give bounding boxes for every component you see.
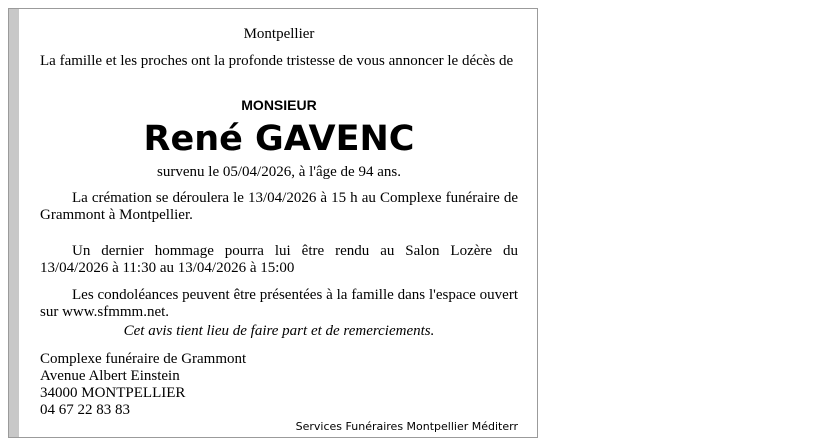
address-line-3: 34000 MONTPELLIER <box>40 385 186 401</box>
civility-label: MONSIEUR <box>241 97 317 113</box>
death-info: survenu le 05/04/2026, à l'âge de 94 ans. <box>157 164 401 180</box>
funeral-home-address <box>40 351 518 419</box>
cremation-paragraph: La crémation se déroulera le 13/04/2026 à 15 h au Complexe funéraire de Grammont à Montpellier. <box>40 190 518 223</box>
hommage-paragraph: Un dernier hommage pourra lui être rendu au Salon Lozère du 13/04/2026 à 11:30 au 13/04/2026 à 15:00 <box>40 243 518 276</box>
side-bar <box>9 9 19 437</box>
deceased-name: René GAVENC <box>143 119 415 159</box>
condolences-paragraph: Les condoléances peuvent être présentées à la famille dans l'espace ouvert sur www.sfmmm.net. <box>40 287 518 320</box>
closing-note: Cet avis tient lieu de faire part et de remerciements. <box>123 323 435 339</box>
address-line-1: Complexe funéraire de Grammont <box>40 351 247 367</box>
obituary-notice <box>8 8 538 438</box>
intro-text: La famille et les proches ont la profonde tristesse de vous annoncer le décès de <box>40 53 514 69</box>
city-heading: Montpellier <box>243 26 315 42</box>
phone-number: 04 67 22 83 83 <box>40 402 130 418</box>
address-line-2: Avenue Albert Einstein <box>40 368 180 384</box>
footer-provider: Services Funéraires Montpellier Méditerr <box>295 420 518 433</box>
